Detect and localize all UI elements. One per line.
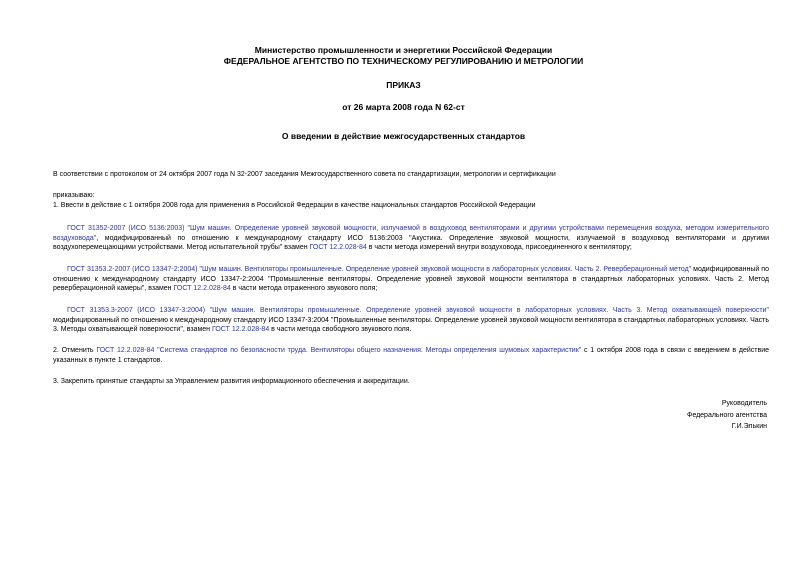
document-date-number: от 26 марта 2008 года N 62-ст (342, 102, 465, 112)
standard-link-gost-31353-3[interactable]: ГОСТ 31353.3-2007 (ИСО 13347-3:2004) "Шум машин. Вентиляторы промышленные. Определение уровней звуковой мощности в лабораторных условиях. Часть 3. Метод охватывающей поверхности" (67, 307, 769, 314)
signature-block (687, 398, 767, 433)
standard-2-description: модифицированный по отношению к международному стандарту ИСО 13347-2:2004 "Промышленные вентиляторы. Определение уровней звуковой мощности вентилятора в стандартных лабораторных условиях. Часть 2. Метод реверберационной камеры", взамен (53, 266, 769, 292)
gost-12-2-028-84-link[interactable]: ГОСТ 12.2.028-84 (211, 326, 270, 333)
standard-3-description: модифицированный по отношению к международному стандарту ИСО 13347-3:2004 "Промышленные вентиляторы. Определение уровней звуковой мощности вентилятора в стандартных лабораторных условиях. Часть 3. Методы охватывающей поверхности", взамен (53, 316, 769, 333)
document-type: ПРИКАЗ (386, 80, 421, 90)
item-3: 3. Закрепить принятые стандарты за Управлением развития информационного обеспечения и аккредитации. (53, 378, 410, 385)
intro-paragraph: В соответствии с протоколом от 24 октября 2007 года N 32-2007 заседания Межгосударственного совета по стандартизации, метрологии и сертификации (53, 171, 556, 178)
ministry-name: Министерство промышленности и энергетики Российской Федерации (254, 45, 553, 55)
item-1: 1. Ввести в действие с 1 октября 2008 года для применения в Российской Федерации в качестве национальных стандартов Российской Федерации (53, 202, 536, 209)
standard-paragraph-2 (53, 265, 769, 294)
agency-name: ФЕДЕРАЛЬНОЕ АГЕНТСТВО ПО ТЕХНИЧЕСКОМУ РЕГУЛИРОВАНИЮ И МЕТРОЛОГИИ (223, 56, 584, 66)
standard-paragraph-1 (53, 224, 769, 253)
standard-1-description: , модифицированный по отношению к международному стандарту ИСО 5136:2003 "Акустика. Определение звуковой мощности, излучаемой в воздуховод вентиляторами и другими воздухоперемещающими устройствами. Метод испытательной трубы" взамен (53, 234, 769, 251)
gost-12-2-028-84-link[interactable]: ГОСТ 12.2.028-84 (173, 285, 231, 292)
signature-name: Г.И.Элькин (731, 423, 767, 430)
gost-12-2-028-84-link[interactable]: ГОСТ 12.2.028-84 (309, 244, 367, 251)
document-subject: О введении в действие межгосударственных стандартов (281, 131, 526, 141)
item-2-prefix: 2. Отменить (53, 347, 97, 354)
order-word: приказываю: (53, 192, 95, 199)
item-2-tail: с 1 октября 2008 года в связи с введением в действие указанных в пункте 1 стандартов. (53, 347, 769, 364)
signature-position: Руководитель (721, 400, 767, 407)
item-2 (53, 346, 769, 365)
signature-organization: Федерального агентства (687, 411, 767, 419)
standard-1-scope: в части метода измерений внутри воздуховода, присоединенного к вентилятору; (366, 244, 632, 251)
standard-3-scope: в части метода свободного звукового поля. (269, 326, 412, 333)
gost-12-2-028-84-cancel-link[interactable]: ГОСТ 12.2.028-84 "Система стандартов по безопасности труда. Вентиляторы общего назначения. Методы определения шумовых характеристик" (96, 347, 582, 354)
standard-paragraph-3 (53, 306, 769, 335)
standard-link-gost-31352[interactable]: ГОСТ 31352-2007 (ИСО 5136:2003) "Шум машин. Определение уровней звуковой мощности, излучаемой в воздуховод вентиляторами и другими устройствами перемещения воздуха, методом измерительного воздуховода" (53, 225, 769, 242)
standard-2-scope: в части метода отраженного звукового поля; (230, 285, 378, 292)
standard-link-gost-31353-2[interactable]: ГОСТ 31353.2-2007 (ИСО 13347-2:2004) "Шум машин. Вентиляторы промышленные. Определение уровней звуковой мощности в лабораторных условиях. Часть 2. Реверберационный метод" (67, 266, 692, 273)
